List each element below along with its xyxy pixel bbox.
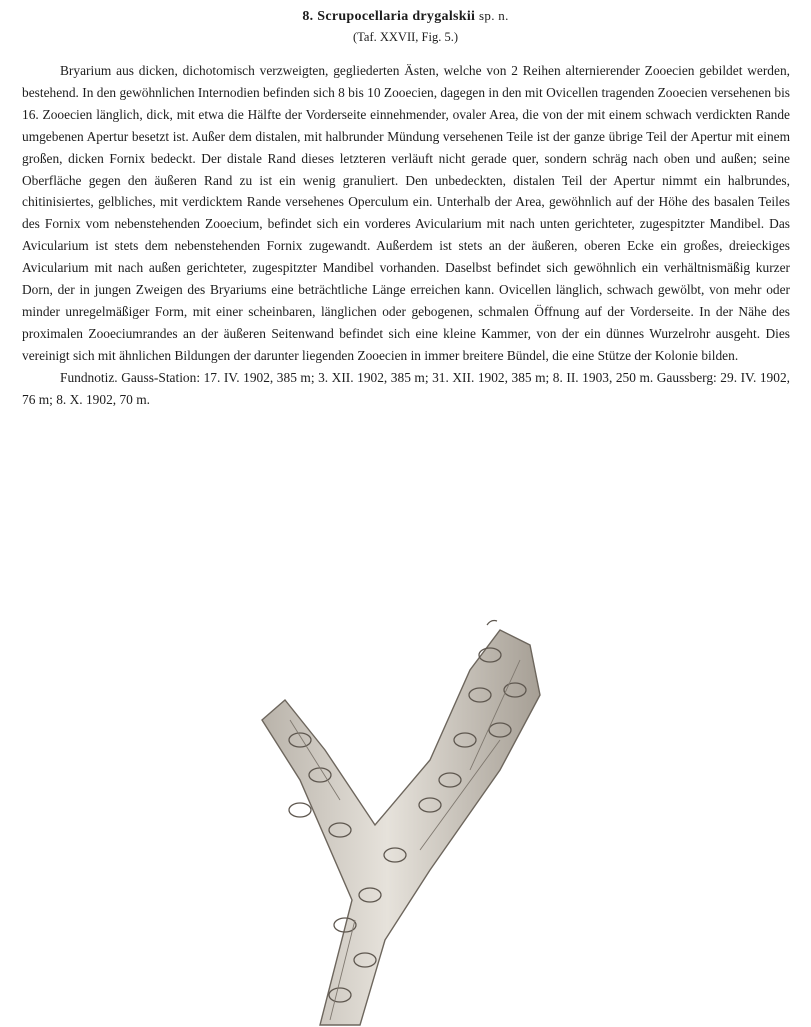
species-title: 8. Scrupocellaria drygalskii bbox=[302, 9, 476, 24]
colony-illustration bbox=[0, 600, 811, 1027]
species-heading bbox=[0, 8, 811, 25]
spine-mark bbox=[487, 621, 497, 626]
colony-stem bbox=[262, 630, 540, 1025]
description-body bbox=[22, 60, 790, 411]
species-suffix: sp. n. bbox=[479, 8, 509, 23]
plate-reference: (Taf. XXVII, Fig. 5.) bbox=[352, 30, 458, 44]
colony-drawing bbox=[0, 600, 811, 1027]
locality-paragraph: Fundnotiz. Gauss-Station: 17. IV. 1902, 385 m; 3. XII. 1902, 385 m; 31. XII. 1902, 385 m; 8. II. 1903, 250 m. Gaussberg: 29. IV. 1902, 76 m; 8. X. 1902, 70 m. bbox=[22, 369, 790, 407]
description-paragraph: Bryarium aus dicken, dichotomisch verzweigten, gegliederten Ästen, welche von 2 Reihen alternierender Zooecien gebildet werden, bestehend. In den gewöhnlichen Internodien befinden sich 8 bis 10 Zooecien, dagegen in den mit Ovicellen tragenden Zooecien versehenen bis 16. Zooecien länglich, dick, mit etwa die Hälfte der Vorderseite einnehmender, ovaler Area, die von der mit einem schwach verdickten Rande umgebenen Apertur besetzt ist. Außer dem distalen, mit halbrunder Mündung versehenen Teile ist der ganze übrige Teil der Apertur mit einem großen, dicken Fornix bedeckt. Der distale Rand dieses letzteren verläuft nicht gerade quer, sondern schräg nach oben und außen; seine Oberfläche gegen den äußeren Rand zu ist ein wenig granuliert. Den unbedeckten, distalen Teil der Apertur nimmt ein halbrundes, chitinisiertes, gelbliches, mit verdicktem Rande versehenes Operculum ein. Unterhalb der Area, gewöhnlich auf der Höhe des basalen Teiles des Fornix vom nebenstehenden Zooecium, befindet sich ein vorderes Avicularium mit nach unten gerichteter, zugespitzter Mandibel. Das Avicularium ist stets dem nebenstehenden Fornix zugewandt. Außerdem ist stets an der äußeren, oberen Ecke ein großes, dreieckiges Avicularium mit nach außen gerichteter, zugespitzter Mandibel vorhanden. Daselbst befindet sich gewöhnlich ein verhältnismäßig kurzer Dorn, der in jungen Zweigen des Bryariums eine beträchtliche Länge erreichen kann. Ovicellen länglich, schwach gewölbt, von mehr oder minder unregelmäßiger Form, mit einer scheinbaren, länglichen oder gebogenen, schmalen Öffnung auf der Vorderseite. In der Nähe des proximalen Zooeciumrandes an der äußeren Seitenwand befindet sich eine kleine Kammer, von der ein dünnes Wurzelrohr ausgeht. Dies vereinigt sich mit ähnlichen Bildungen der darunter liegenden Zooecien in immer breitere Bündel, die eine Stütze der Kolonie bilden. bbox=[22, 63, 790, 363]
